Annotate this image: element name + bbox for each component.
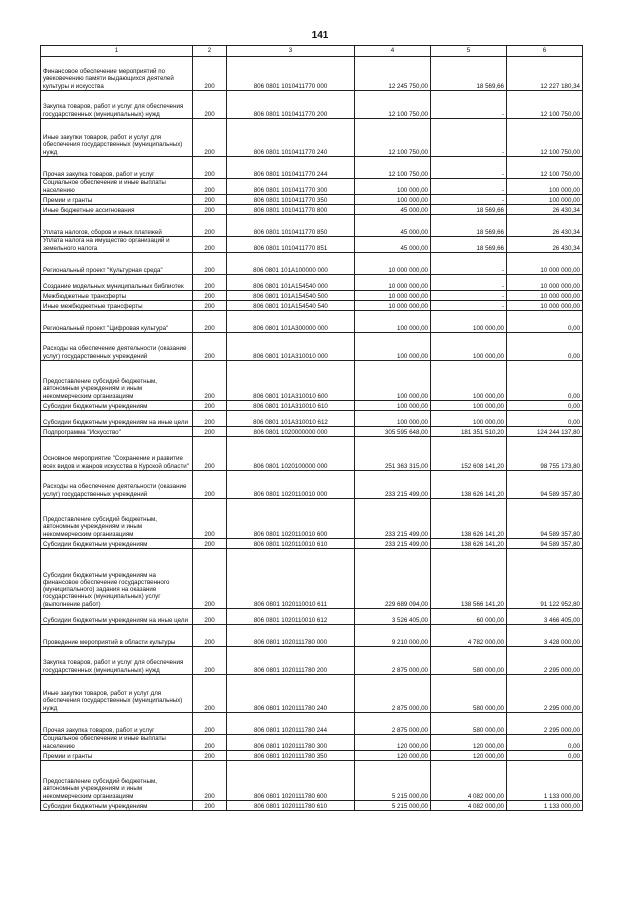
approved-amount: 45 000,00	[355, 205, 431, 215]
remaining-amount: 91 122 952,80	[507, 549, 583, 609]
remaining-amount: 10 000 000,00	[507, 253, 583, 275]
line-item-name: Субсидии бюджетным учреждениям на иные цели	[41, 411, 193, 427]
executed-amount: -	[431, 291, 507, 301]
classification-code: 806 0801 1020110010 610	[227, 539, 355, 549]
remaining-amount: 100 000,00	[507, 179, 583, 195]
line-code: 200	[193, 237, 227, 253]
remaining-amount: 12 227 180,34	[507, 57, 583, 91]
line-item-name: Межбюджетные трансферты	[41, 291, 193, 301]
remaining-amount: 12 100 750,00	[507, 157, 583, 179]
executed-amount: 4 082 000,00	[431, 761, 507, 801]
table-row	[41, 471, 583, 499]
classification-code: 806 0801 101A310010 610	[227, 401, 355, 411]
classification-code: 806 0801 101A154540 500	[227, 291, 355, 301]
table-row	[41, 275, 583, 291]
classification-code: 806 0801 1020111780 300	[227, 735, 355, 751]
remaining-amount: 26 430,34	[507, 237, 583, 253]
line-code: 200	[193, 761, 227, 801]
header-row	[41, 46, 583, 57]
classification-code: 806 0801 1020111780 244	[227, 713, 355, 735]
approved-amount: 2 875 000,00	[355, 675, 431, 713]
line-item-name: Предоставление субсидий бюджетным, автономным учреждениям и иным некоммерческим организациям	[41, 499, 193, 539]
table-row	[41, 761, 583, 801]
line-code: 200	[193, 471, 227, 499]
line-item-name: Иные бюджетные ассигнования	[41, 205, 193, 215]
table-row	[41, 647, 583, 675]
remaining-amount: 10 000 000,00	[507, 291, 583, 301]
executed-amount: 580 000,00	[431, 675, 507, 713]
column-header: 3	[227, 46, 355, 57]
table-row	[41, 195, 583, 205]
classification-code: 806 0801 101A154540 000	[227, 275, 355, 291]
table-row	[41, 361, 583, 401]
table-row	[41, 91, 583, 119]
approved-amount: 100 000,00	[355, 333, 431, 361]
line-item-name: Социальное обеспечение и иные выплаты населению	[41, 735, 193, 751]
approved-amount: 251 363 315,00	[355, 437, 431, 471]
line-item-name: Субсидии бюджетным учреждениям на финансовое обеспечение государственного (муниципального) задания на оказание государственных (муниципальных) услуг (выполнение работ)	[41, 549, 193, 609]
classification-code: 806 0801 1010411770 244	[227, 157, 355, 179]
remaining-amount: 94 589 357,80	[507, 539, 583, 549]
remaining-amount: 1 133 000,00	[507, 801, 583, 811]
classification-code: 806 0801 1020100000 000	[227, 437, 355, 471]
executed-amount: 100 000,00	[431, 411, 507, 427]
remaining-amount: 0,00	[507, 311, 583, 333]
line-item-name: Социальное обеспечение и иные выплаты населению	[41, 179, 193, 195]
column-header: 6	[507, 46, 583, 57]
line-item-name: Финансовое обеспечение мероприятий по увековечению памяти выдающихся деятелей культуры и искусства	[41, 57, 193, 91]
line-code: 200	[193, 647, 227, 675]
remaining-amount: 98 755 173,80	[507, 437, 583, 471]
column-header: 5	[431, 46, 507, 57]
table-row	[41, 713, 583, 735]
line-item-name: Прочая закупка товаров, работ и услуг	[41, 713, 193, 735]
line-item-name: Уплата налога на имущество организаций и земельного налога	[41, 237, 193, 253]
table-row	[41, 499, 583, 539]
classification-code: 806 0801 1020000000 000	[227, 427, 355, 437]
executed-amount: 18 569,66	[431, 57, 507, 91]
page-number: 141	[311, 30, 329, 41]
table-row	[41, 751, 583, 761]
approved-amount: 12 100 750,00	[355, 119, 431, 157]
line-item-name: Создание модельных муниципальных библиотек	[41, 275, 193, 291]
classification-code: 806 0801 101A310010 000	[227, 333, 355, 361]
remaining-amount: 3 428 000,00	[507, 625, 583, 647]
table-row	[41, 237, 583, 253]
line-code: 200	[193, 539, 227, 549]
table-row	[41, 215, 583, 237]
table-row	[41, 57, 583, 91]
line-item-name: Иные закупки товаров, работ и услуг для обеспечения государственных (муниципальных) нужд	[41, 675, 193, 713]
executed-amount: 18 569,66	[431, 205, 507, 215]
remaining-amount: 0,00	[507, 333, 583, 361]
executed-amount: 100 000,00	[431, 311, 507, 333]
approved-amount: 10 000 000,00	[355, 275, 431, 291]
approved-amount: 12 245 750,00	[355, 57, 431, 91]
remaining-amount: 10 000 000,00	[507, 301, 583, 311]
line-item-name: Субсидии бюджетным учреждениям	[41, 539, 193, 549]
remaining-amount: 0,00	[507, 401, 583, 411]
approved-amount: 2 875 000,00	[355, 647, 431, 675]
executed-amount: -	[431, 157, 507, 179]
remaining-amount: 0,00	[507, 735, 583, 751]
table-row	[41, 539, 583, 549]
executed-amount: -	[431, 195, 507, 205]
line-item-name: Региональный проект "Культурная среда"	[41, 253, 193, 275]
classification-code: 806 0801 1020111780 240	[227, 675, 355, 713]
line-code: 200	[193, 427, 227, 437]
approved-amount: 233 215 499,00	[355, 471, 431, 499]
line-code: 200	[193, 215, 227, 237]
executed-amount: 100 000,00	[431, 333, 507, 361]
remaining-amount: 3 466 405,00	[507, 609, 583, 625]
table-row	[41, 549, 583, 609]
line-code: 200	[193, 801, 227, 811]
table-row	[41, 427, 583, 437]
line-code: 200	[193, 625, 227, 647]
approved-amount: 229 689 094,00	[355, 549, 431, 609]
approved-amount: 100 000,00	[355, 401, 431, 411]
line-item-name: Прочая закупка товаров, работ и услуг	[41, 157, 193, 179]
table-row	[41, 735, 583, 751]
executed-amount: 120 000,00	[431, 735, 507, 751]
remaining-amount: 0,00	[507, 751, 583, 761]
line-code: 200	[193, 735, 227, 751]
approved-amount: 3 526 405,00	[355, 609, 431, 625]
line-code: 200	[193, 675, 227, 713]
classification-code: 806 0801 1010411770 240	[227, 119, 355, 157]
table-row	[41, 333, 583, 361]
executed-amount: 100 000,00	[431, 401, 507, 411]
line-code: 200	[193, 751, 227, 761]
line-item-name: Премии и гранты	[41, 751, 193, 761]
table-row	[41, 253, 583, 275]
line-item-name: Расходы на обеспечение деятельности (оказание услуг) государственных учреждений	[41, 333, 193, 361]
line-code: 200	[193, 499, 227, 539]
executed-amount: -	[431, 253, 507, 275]
remaining-amount: 2 295 000,00	[507, 675, 583, 713]
executed-amount: 4 782 000,00	[431, 625, 507, 647]
line-code: 200	[193, 361, 227, 401]
remaining-amount: 94 589 357,80	[507, 471, 583, 499]
line-code: 200	[193, 437, 227, 471]
classification-code: 806 0801 1020111780 000	[227, 625, 355, 647]
approved-amount: 10 000 000,00	[355, 291, 431, 301]
executed-amount: 100 000,00	[431, 361, 507, 401]
approved-amount: 2 875 000,00	[355, 713, 431, 735]
line-item-name: Проведение мероприятий в области культуры	[41, 625, 193, 647]
executed-amount: 138 626 141,20	[431, 471, 507, 499]
executed-amount: -	[431, 275, 507, 291]
line-code: 200	[193, 157, 227, 179]
approved-amount: 100 000,00	[355, 179, 431, 195]
executed-amount: 580 000,00	[431, 647, 507, 675]
classification-code: 806 0801 1020111780 600	[227, 761, 355, 801]
approved-amount: 5 215 000,00	[355, 801, 431, 811]
remaining-amount: 2 295 000,00	[507, 713, 583, 735]
remaining-amount: 100 000,00	[507, 195, 583, 205]
classification-code: 806 0801 101A300000 000	[227, 311, 355, 333]
classification-code: 806 0801 1020111780 350	[227, 751, 355, 761]
approved-amount: 10 000 000,00	[355, 253, 431, 275]
approved-amount: 120 000,00	[355, 751, 431, 761]
table-row	[41, 311, 583, 333]
line-item-name: Расходы на обеспечение деятельности (оказание услуг) государственных учреждений	[41, 471, 193, 499]
line-code: 200	[193, 333, 227, 361]
classification-code: 806 0801 1010411770 350	[227, 195, 355, 205]
line-code: 200	[193, 275, 227, 291]
line-item-name: Основное мероприятие "Сохранение и развитие всех видов и жанров искусства в Курской области"	[41, 437, 193, 471]
executed-amount: 138 626 141,20	[431, 539, 507, 549]
line-code: 200	[193, 401, 227, 411]
classification-code: 806 0801 1010411770 200	[227, 91, 355, 119]
executed-amount: 181 351 510,20	[431, 427, 507, 437]
table-row	[41, 401, 583, 411]
line-code: 200	[193, 291, 227, 301]
line-item-name: Субсидии бюджетным учреждениям	[41, 801, 193, 811]
approved-amount: 100 000,00	[355, 411, 431, 427]
line-code: 200	[193, 311, 227, 333]
approved-amount: 12 100 750,00	[355, 91, 431, 119]
line-item-name: Уплата налогов, сборов и иных платежей	[41, 215, 193, 237]
line-item-name: Предоставление субсидий бюджетным, автономным учреждениям и иным некоммерческим организациям	[41, 361, 193, 401]
line-code: 200	[193, 195, 227, 205]
budget-table	[40, 45, 583, 811]
executed-amount: 60 000,00	[431, 609, 507, 625]
executed-amount: 120 000,00	[431, 751, 507, 761]
line-code: 200	[193, 713, 227, 735]
table-row	[41, 609, 583, 625]
line-code: 200	[193, 411, 227, 427]
executed-amount: 580 000,00	[431, 713, 507, 735]
line-item-name: Субсидии бюджетным учреждениям	[41, 401, 193, 411]
approved-amount: 120 000,00	[355, 735, 431, 751]
approved-amount: 9 210 000,00	[355, 625, 431, 647]
executed-amount: 138 566 141,20	[431, 549, 507, 609]
line-item-name: Региональный проект "Цифровая культура"	[41, 311, 193, 333]
remaining-amount: 12 100 750,00	[507, 91, 583, 119]
approved-amount: 12 100 750,00	[355, 157, 431, 179]
table-row	[41, 625, 583, 647]
executed-amount: 18 569,66	[431, 237, 507, 253]
table-row	[41, 157, 583, 179]
classification-code: 806 0801 1020110010 612	[227, 609, 355, 625]
remaining-amount: 2 295 000,00	[507, 647, 583, 675]
table-row	[41, 205, 583, 215]
line-code: 200	[193, 253, 227, 275]
line-code: 200	[193, 57, 227, 91]
executed-amount: 4 082 000,00	[431, 801, 507, 811]
approved-amount: 5 215 000,00	[355, 761, 431, 801]
executed-amount: -	[431, 179, 507, 195]
classification-code: 806 0801 101A154540 540	[227, 301, 355, 311]
line-item-name: Иные закупки товаров, работ и услуг для обеспечения государственных (муниципальных) нужд	[41, 119, 193, 157]
column-header: 1	[41, 46, 193, 57]
remaining-amount: 124 244 137,80	[507, 427, 583, 437]
line-item-name: Закупка товаров, работ и услуг для обеспечения государственных (муниципальных) нужд	[41, 647, 193, 675]
classification-code: 806 0801 1020110010 611	[227, 549, 355, 609]
classification-code: 806 0801 1020111780 610	[227, 801, 355, 811]
approved-amount: 10 000 000,00	[355, 301, 431, 311]
approved-amount: 100 000,00	[355, 311, 431, 333]
column-header: 4	[355, 46, 431, 57]
line-code: 200	[193, 609, 227, 625]
line-code: 200	[193, 549, 227, 609]
remaining-amount: 0,00	[507, 361, 583, 401]
line-code: 200	[193, 205, 227, 215]
line-code: 200	[193, 91, 227, 119]
table-row	[41, 179, 583, 195]
classification-code: 806 0801 1010411770 800	[227, 205, 355, 215]
executed-amount: 152 608 141,20	[431, 437, 507, 471]
line-item-name: Подпрограмма "Искусство"	[41, 427, 193, 437]
classification-code: 806 0801 101A100000 000	[227, 253, 355, 275]
remaining-amount: 10 000 000,00	[507, 275, 583, 291]
remaining-amount: 0,00	[507, 411, 583, 427]
table-row	[41, 301, 583, 311]
executed-amount: -	[431, 91, 507, 119]
line-item-name: Закупка товаров, работ и услуг для обеспечения государственных (муниципальных) нужд	[41, 91, 193, 119]
executed-amount: 138 626 141,20	[431, 499, 507, 539]
classification-code: 806 0801 1020111780 200	[227, 647, 355, 675]
table-row	[41, 675, 583, 713]
column-header: 2	[193, 46, 227, 57]
remaining-amount: 26 430,34	[507, 215, 583, 237]
approved-amount: 100 000,00	[355, 195, 431, 205]
table-body	[41, 57, 583, 811]
classification-code: 806 0801 1010411770 850	[227, 215, 355, 237]
line-item-name: Иные межбюджетные трансферты	[41, 301, 193, 311]
approved-amount: 45 000,00	[355, 237, 431, 253]
line-code: 200	[193, 119, 227, 157]
approved-amount: 233 215 499,00	[355, 539, 431, 549]
executed-amount: -	[431, 119, 507, 157]
line-item-name: Премии и гранты	[41, 195, 193, 205]
line-item-name: Предоставление субсидий бюджетным, автономным учреждениям и иным некоммерческим организациям	[41, 761, 193, 801]
table-row	[41, 801, 583, 811]
table-row	[41, 291, 583, 301]
remaining-amount: 1 133 000,00	[507, 761, 583, 801]
line-code: 200	[193, 301, 227, 311]
remaining-amount: 26 430,34	[507, 205, 583, 215]
classification-code: 806 0801 1010411770 300	[227, 179, 355, 195]
executed-amount: -	[431, 301, 507, 311]
line-item-name: Субсидии бюджетным учреждениям на иные цели	[41, 609, 193, 625]
classification-code: 806 0801 101A310010 612	[227, 411, 355, 427]
classification-code: 806 0801 1010411770 851	[227, 237, 355, 253]
classification-code: 806 0801 1010411770 000	[227, 57, 355, 91]
executed-amount: 18 569,66	[431, 215, 507, 237]
line-code: 200	[193, 179, 227, 195]
classification-code: 806 0801 1020110010 600	[227, 499, 355, 539]
table-row	[41, 437, 583, 471]
remaining-amount: 12 100 750,00	[507, 119, 583, 157]
approved-amount: 100 000,00	[355, 361, 431, 401]
table-row	[41, 119, 583, 157]
table-row	[41, 411, 583, 427]
approved-amount: 233 215 499,00	[355, 499, 431, 539]
classification-code: 806 0801 101A310010 600	[227, 361, 355, 401]
approved-amount: 305 595 648,00	[355, 427, 431, 437]
classification-code: 806 0801 1020110010 000	[227, 471, 355, 499]
remaining-amount: 94 589 357,80	[507, 499, 583, 539]
approved-amount: 45 000,00	[355, 215, 431, 237]
